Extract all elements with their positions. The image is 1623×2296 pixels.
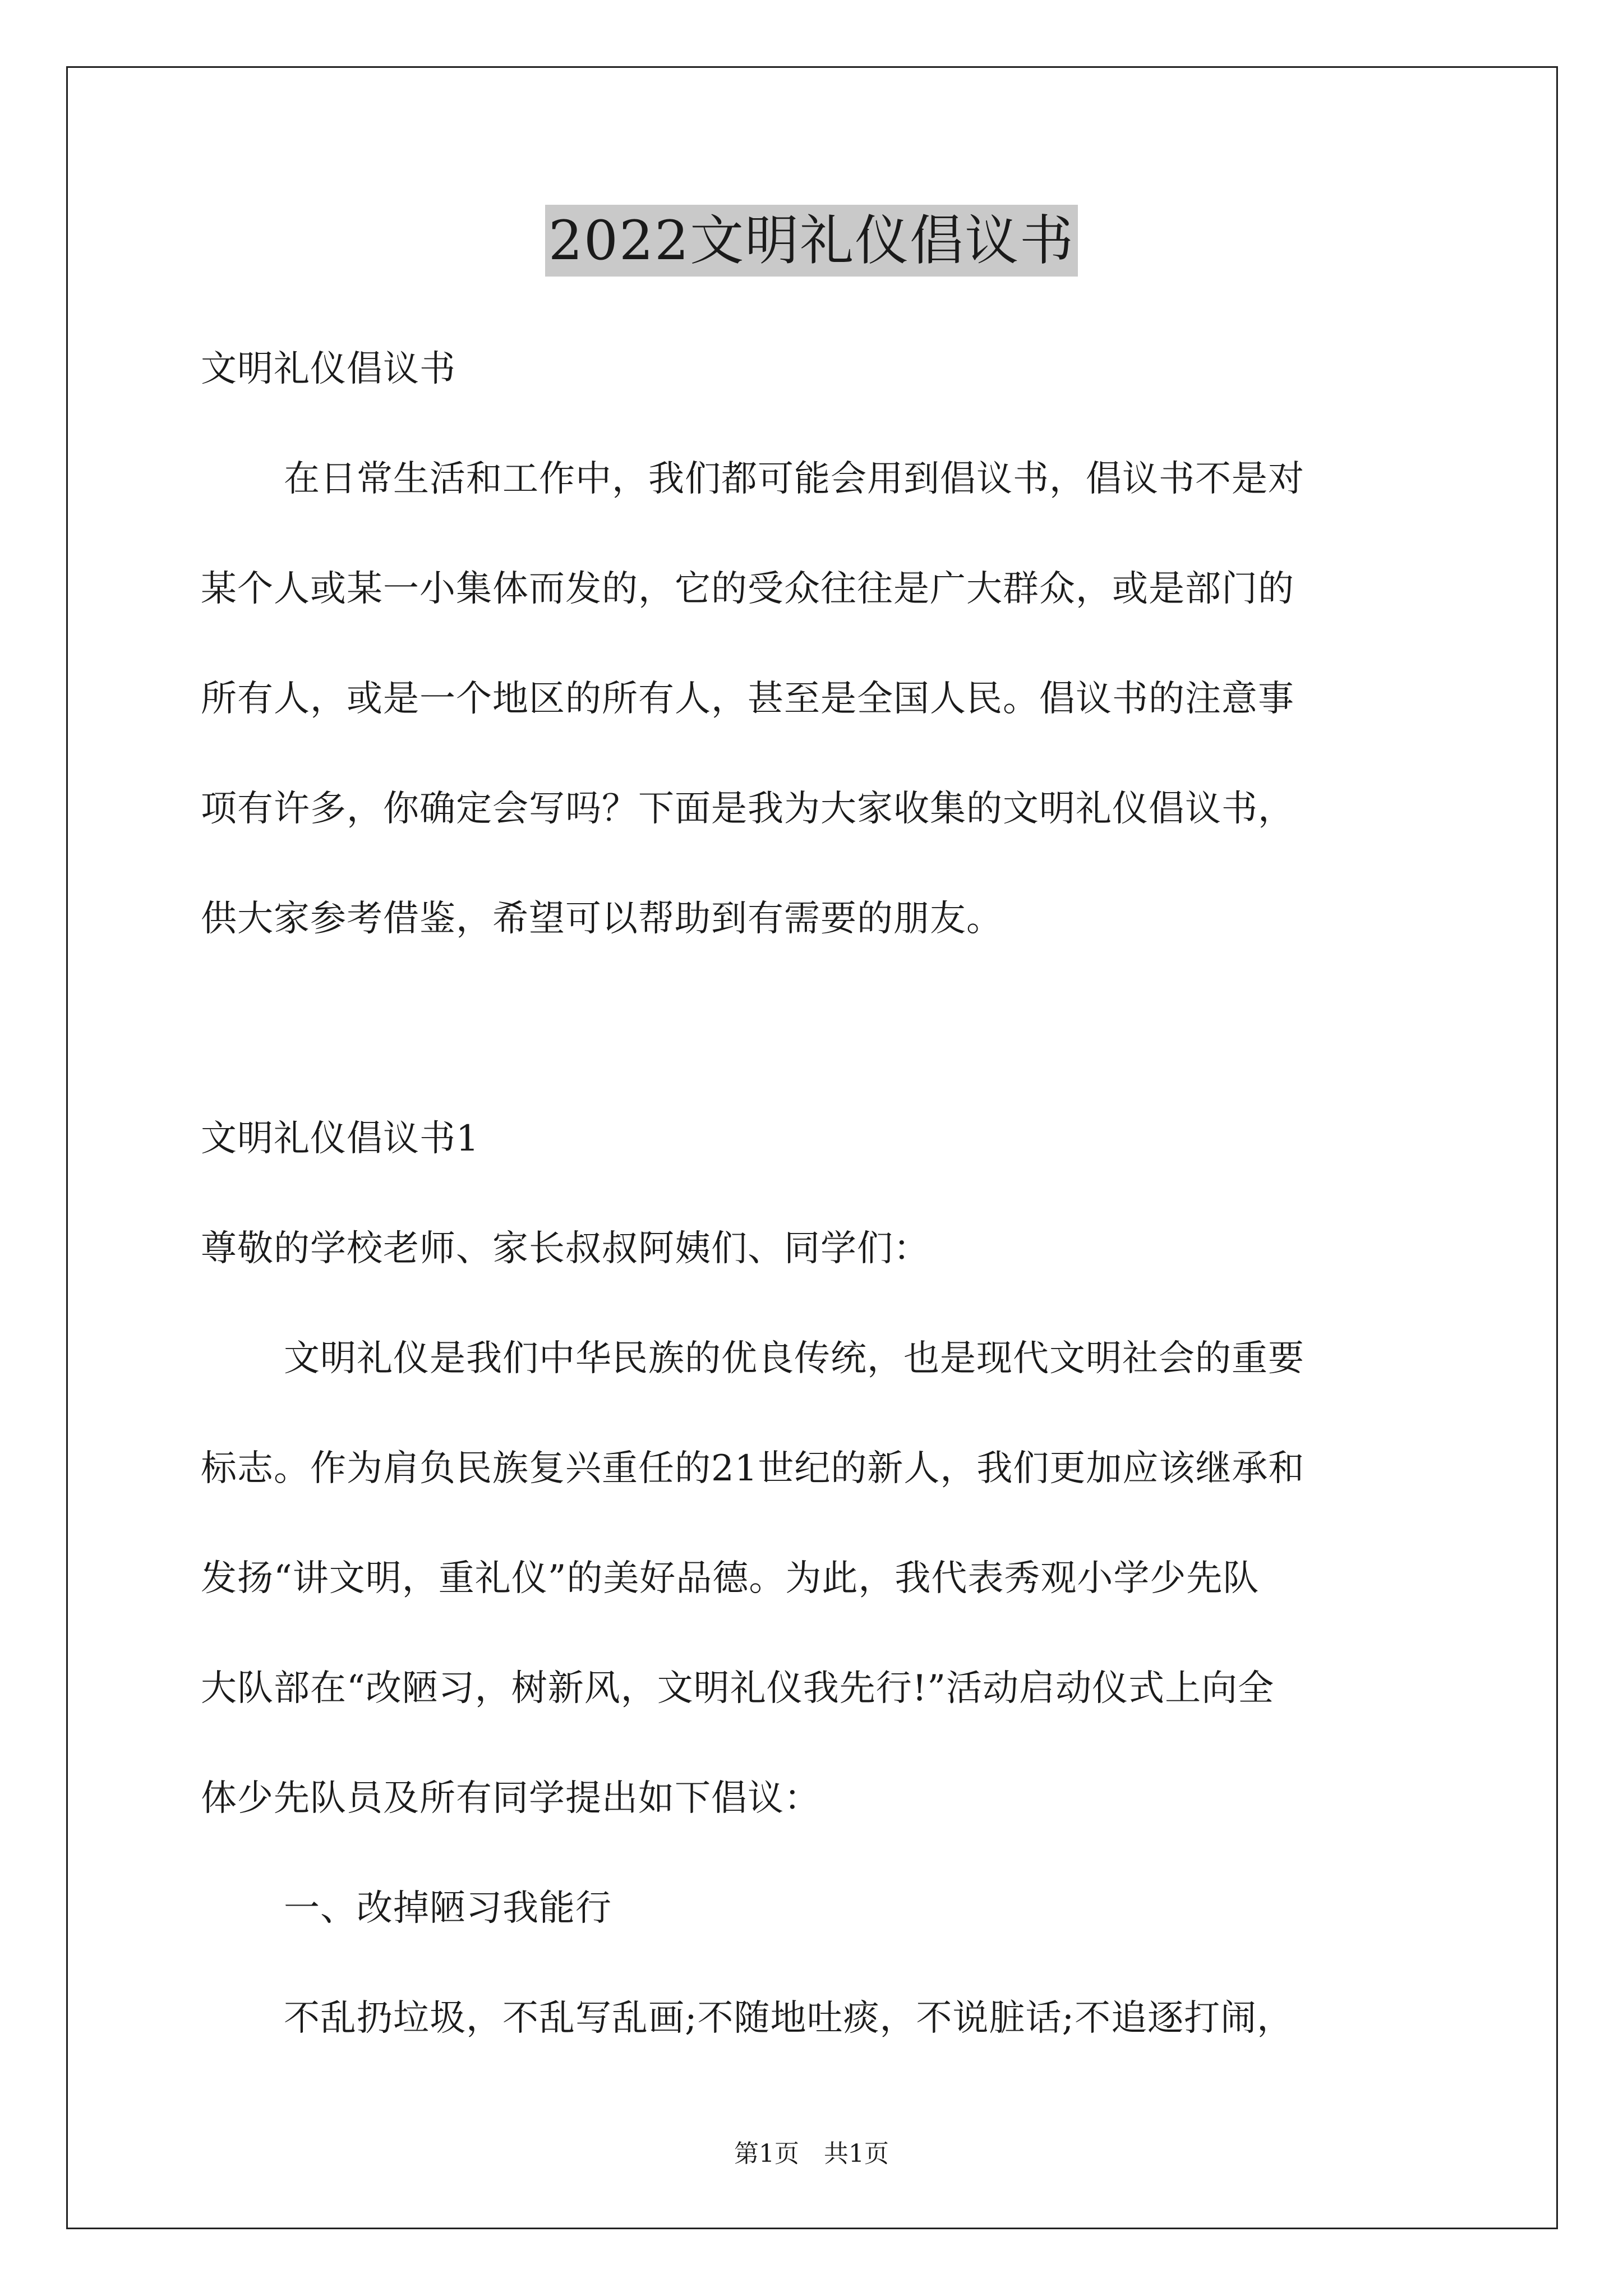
section-heading: 文明礼仪倡议书1	[201, 1118, 479, 1159]
body-line-2: 标志。作为肩负民族复兴重任的21世纪的新人，我们更加应该继承和	[201, 1448, 1305, 1489]
body-line-5: 体少先队员及所有同学提出如下倡议：	[201, 1778, 820, 1819]
body-line-4: 大队部在“改陋习，树新风，文明礼仪我先行!”活动启动仪式上向全	[201, 1668, 1275, 1709]
intro-line-2: 某个人或某一小集体而发的，它的受众往往是广大群众，或是部门的	[201, 568, 1294, 610]
body-line-1: 文明礼仪是我们中华民族的优良传统，也是现代文明社会的重要	[284, 1338, 1304, 1379]
item-heading: 一、改掉陋习我能行	[284, 1888, 612, 1929]
paragraph-gap	[201, 974, 1423, 1084]
intro-line-1: 在日常生活和工作中，我们都可能会用到倡议书，倡议书不是对	[284, 458, 1304, 500]
page-number-footer: 第1页 共1页	[734, 2139, 889, 2168]
intro-line-3: 所有人，或是一个地区的所有人，甚至是全国人民。倡议书的注意事	[201, 678, 1294, 720]
intro-line-4: 项有许多，你确定会写吗？下面是我为大家收集的文明礼仪倡议书，	[201, 788, 1294, 830]
body-line-3: 发扬“讲文明，重礼仪”的美好品德。为此，我代表秀观小学少先队	[201, 1558, 1260, 1599]
title-container	[0, 205, 1623, 277]
document-body	[201, 314, 1423, 2073]
document-title: 2022文明礼仪倡议书	[545, 205, 1078, 277]
subheading: 文明礼仪倡议书	[201, 348, 456, 390]
item-line: 不乱扔垃圾，不乱写乱画;不随地吐痰，不说脏话;不追逐打闹，	[284, 1998, 1294, 2039]
salutation: 尊敬的学校老师、家长叔叔阿姨们、同学们：	[201, 1228, 930, 1269]
intro-line-5: 供大家参考借鉴，希望可以帮助到有需要的朋友。	[201, 898, 1003, 940]
